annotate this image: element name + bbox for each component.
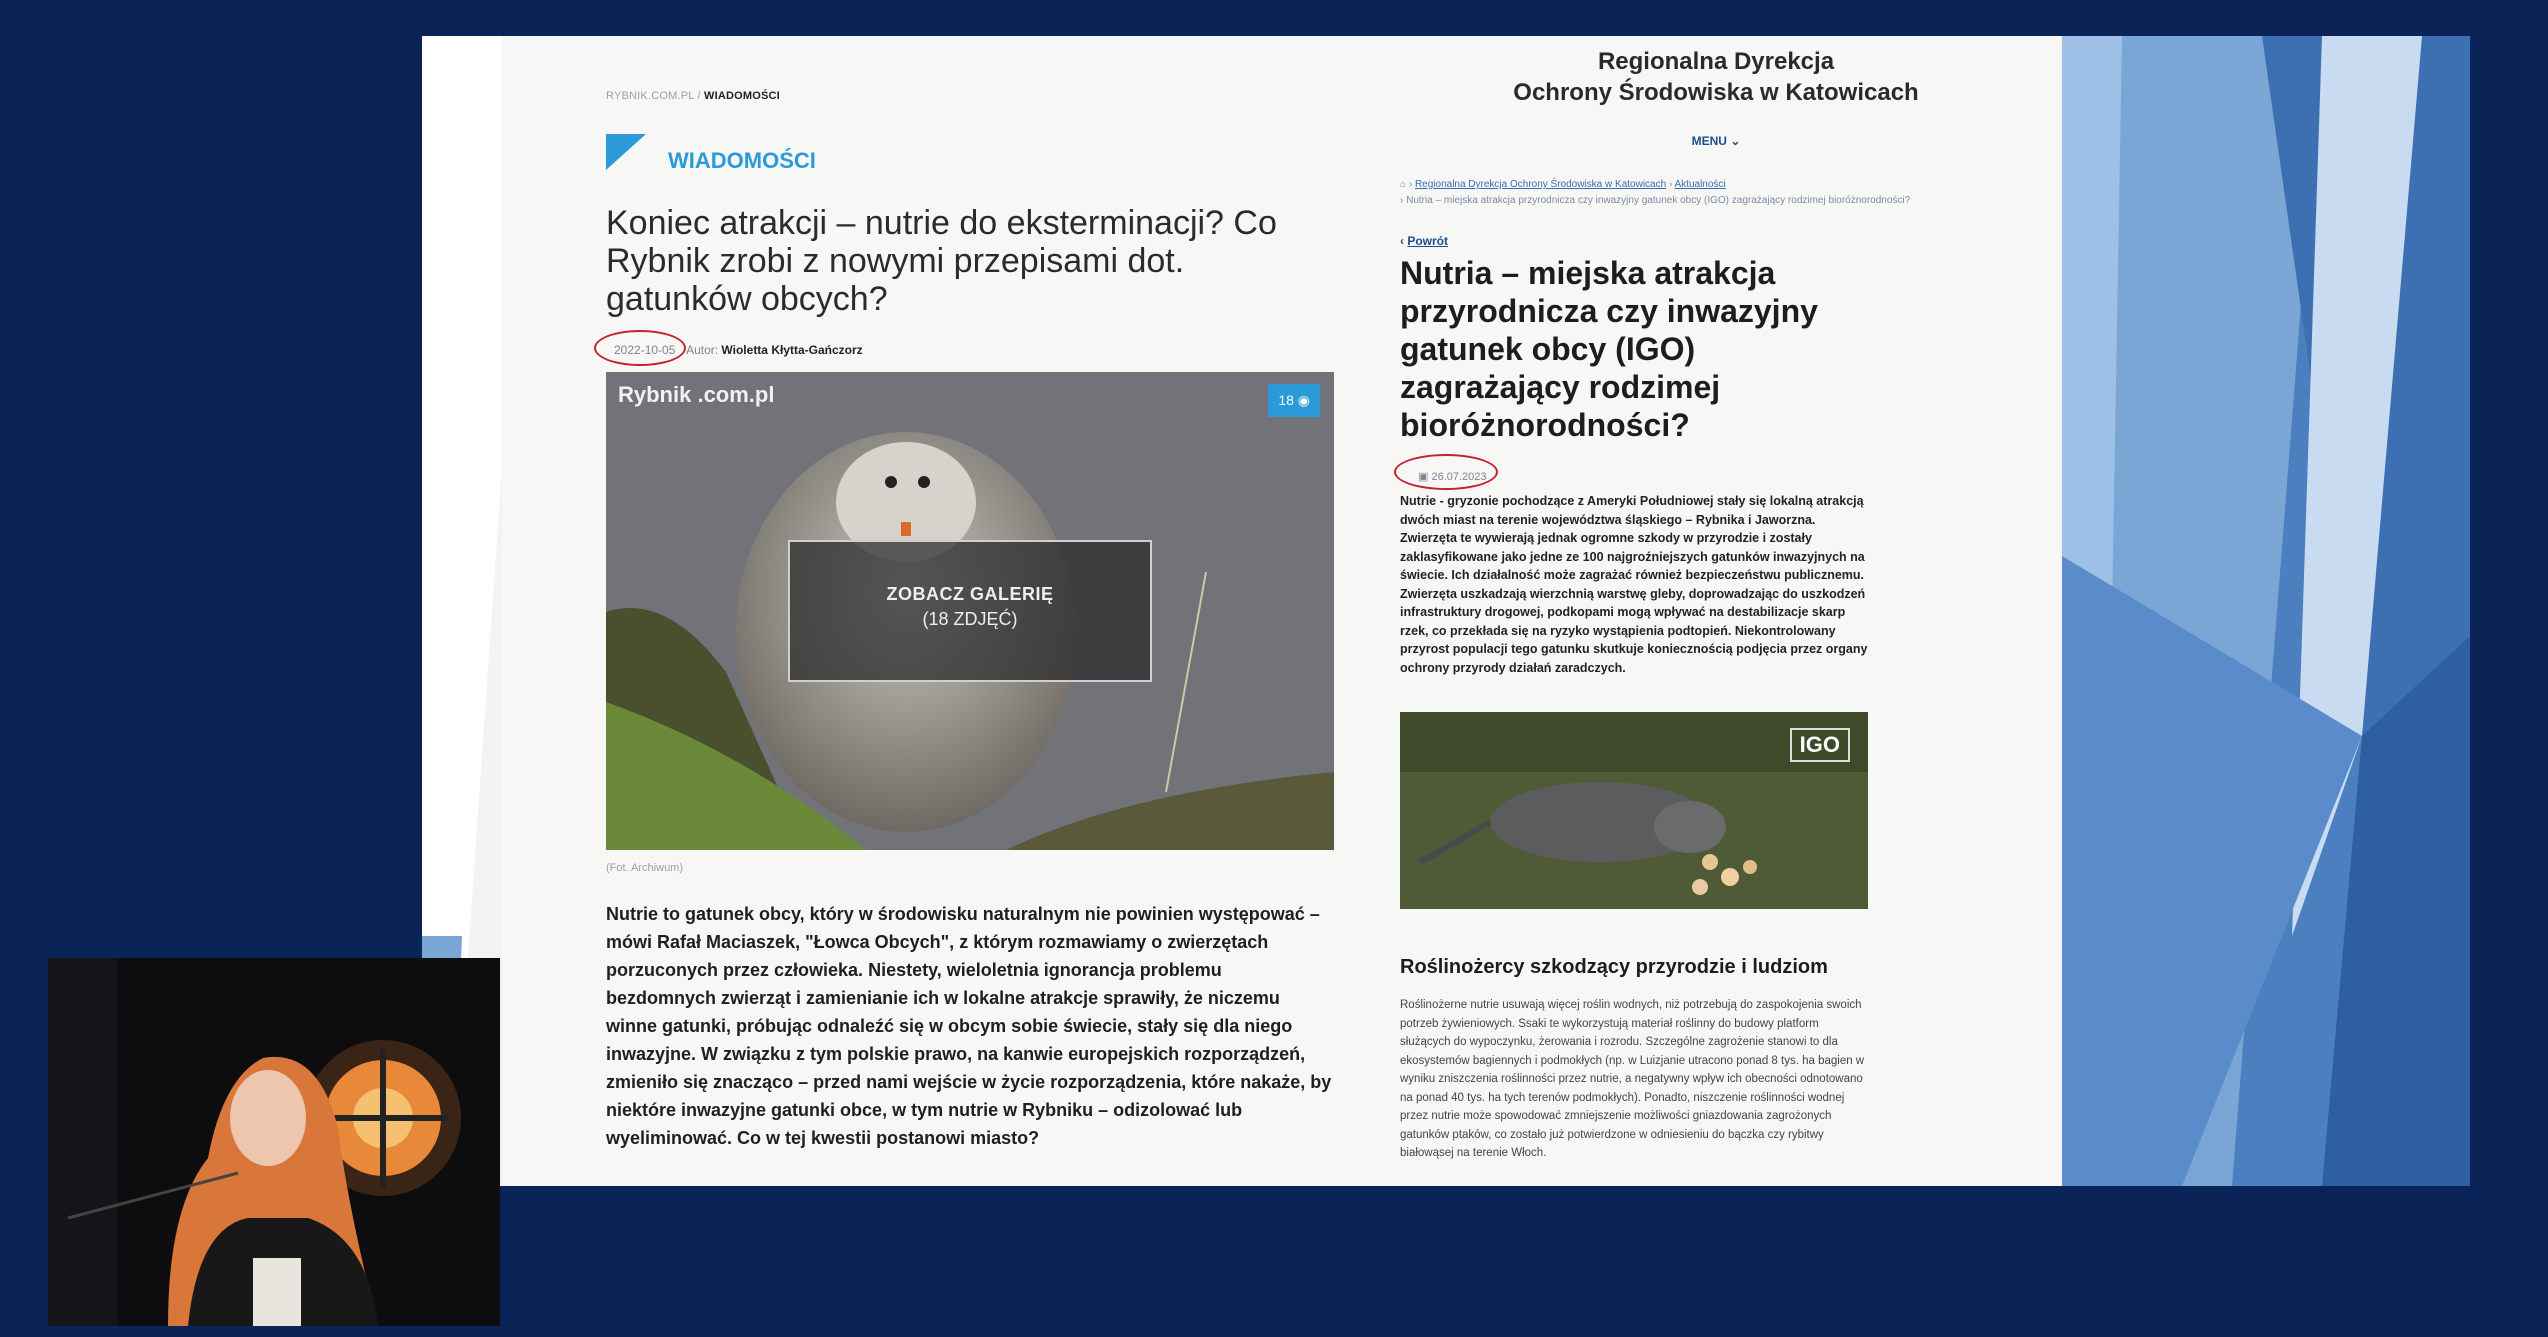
organization-name-line2: Ochrony Środowiska w Katowicach	[1513, 79, 1919, 106]
section-body: Roślinożerne nutrie usuwają więcej roślin wodnych, niż potrzebują do zaspokojenia swoich potrzeb żywieniowych. Ssaki te wykorzystują materiał roślinny do budowy platform służących do wypoczynku, żerowania i rozrodu. Szczególne zagrożenie stanowi to dla ekosystemów bagiennych i podmokłych (np. w Luizjanie utracono ponad 8 tys. ha bagien w wyniku zniszczenia roślinności przez nutrie, a negatywny wpływ ich obecności odnotowano na ponad 40 tys. ha tych terenów podmokłych). Ponadto, niszczenie roślinności wodnej przez nutrie może spowodować zmniejszenie możliwości gniazdowania zagrożonych gatunków ptaków, co zostało już potwierdzone w odniesieniu do bączka czy rybitwy białowąsej na terenie Włoch.	[1400, 999, 1865, 1159]
article-lead: Nutrie - gryzonie pochodzące z Ameryki Południowej stały się lokalną atrakcją dwóch miast na terenie województwa śląskiego – Rybnika i Jaworzna. Zwierzęta te wywierają jednak ogromne szkody w przyrodzie i zostały zaklasyfikowane jako jedne ze 100 najgroźniejszych gatunków inwazyjnych na świecie. Ich działalność może zagrażać również bezpieczeństwu publicznemu. Zwierzęta uszkadzają wierzchnią warstwę gleby, doprowadzając do uszkodzeń infrastruktury drogowej, podkopami mogą wpływać na destabilizacje skarp rzek, co przekłada się na ryzyko wystąpienia podtopień. Niekontrolowany przyrost populacji tego gatunku skutkuje koniecznością podjęcia przez organy ochrony przyrody działań zaradczych.	[1400, 494, 1868, 675]
breadcrumb-site-link[interactable]: RYBNIK.COM.PL	[606, 90, 695, 102]
rybnik-article-page	[502, 36, 1372, 1186]
author-label: Autor:	[686, 343, 719, 357]
back-label: Powrót	[1407, 234, 1449, 248]
breadcrumb-current: Nutria – miejska atrakcja przyrodnicza czy inwazyjny gatunek obcy (IGO) zagrażający rodzimej bioróżnorodności?	[1406, 195, 1911, 206]
breadcrumb	[606, 90, 780, 102]
section-heading: Roślinożercy szkodzący przyrodzie i ludziom	[1400, 956, 1828, 978]
camera-icon: ◉	[1297, 392, 1310, 408]
breadcrumb-link-news[interactable]: Aktualności	[1674, 179, 1726, 190]
article-title: Koniec atrakcji – nutrie do eksterminacji? Co Rybnik zrobi z nowymi przepisami dot. gatunków obcych?	[606, 204, 1277, 318]
article-author[interactable]: Wioletta Kłytta-Gańczorz	[721, 343, 863, 357]
chevron-down-icon: ⌄	[1730, 134, 1741, 148]
article-title: Nutria – miejska atrakcja przyrodnicza czy inwazyjny gatunek obcy (IGO) zagrażający rodzimej bioróżnorodności?	[1400, 255, 1818, 443]
date-highlight-ring	[594, 330, 686, 366]
speaker-video	[48, 958, 500, 1326]
gallery-count: (18 ZDJĘĆ)	[922, 609, 1018, 629]
breadcrumb-separator: /	[697, 90, 701, 102]
article-photo	[1400, 712, 1868, 909]
rybnik-logo: Rybnik .com.pl	[618, 382, 775, 407]
section-name[interactable]: WIADOMOŚCI	[668, 148, 816, 173]
section-flag-icon	[606, 134, 646, 170]
article-lead: Nutrie to gatunek obcy, który w środowisku naturalnym nie powinien występować – mówi Rafał Maciaszek, "Łowca Obcych", z którym rozmawiamy o zwierzętach porzuconych przez człowieka. Niestety, wieloletnia ignorancja problemu bezdomnych zwierząt i zamienianie ich w lokalne atrakcje sprawiły, że niczemu winne gatunki, próbując odnaleźć się w obcym sobie świecie, stały się dla niego inwazyjne. W związku z tym polskie prawo, na kanwie europejskich rozporządzeń, zmieniło się znacząco – przed nami wejście w życie rozporządzenia, które nakaże, by niektóre inwazyjne gatunki obce, w tym nutrie w Rybniku – odizolować lub wyeliminować. Co w tej kwestii postanowi miasto?	[606, 904, 1332, 1148]
article-date: 26.07.2023	[1431, 471, 1487, 483]
photo-count-badge[interactable]	[1268, 384, 1320, 417]
chevron-left-icon: ‹	[1400, 234, 1404, 248]
menu-label: MENU	[1691, 134, 1727, 148]
article-photo[interactable]	[606, 372, 1334, 850]
organization-name[interactable]	[1372, 46, 2060, 108]
back-link[interactable]	[1400, 234, 1448, 248]
menu-button[interactable]	[1372, 134, 2060, 148]
date-highlight-ring	[1394, 454, 1498, 490]
calendar-icon: ▣	[1418, 471, 1429, 483]
gallery-title: ZOBACZ GALERIĘ	[886, 584, 1054, 604]
home-icon[interactable]: ⌂	[1400, 179, 1407, 190]
igo-label: IGO	[1790, 728, 1850, 762]
slide-decoration-right	[2062, 36, 2470, 1186]
organization-name-line1: Regionalna Dyrekcja	[1597, 48, 1835, 75]
gallery-button[interactable]	[788, 540, 1152, 682]
article-date: 2022-10-05	[614, 343, 676, 357]
breadcrumb: ⌂ › Regionalna Dyrekcja Ochrony Środowiska w Katowicach › Aktualności › Nutria – miejska atrakcja przyrodnicza czy inwazyjny gatunek obcy (IGO) zagrażający rodzimej bioróżnorodności?	[1400, 179, 1911, 206]
breadcrumb-link-rdos[interactable]: Regionalna Dyrekcja Ochrony Środowiska w Katowicach	[1414, 179, 1667, 190]
rdos-article-page	[1372, 36, 2060, 1186]
speaker-webcam	[48, 958, 500, 1326]
photo-credit: (Fot. Archiwum)	[606, 862, 684, 874]
breadcrumb-section[interactable]: WIADOMOŚCI	[703, 90, 780, 102]
photo-count: 18	[1278, 392, 1294, 408]
presentation-slide	[422, 36, 2470, 1186]
